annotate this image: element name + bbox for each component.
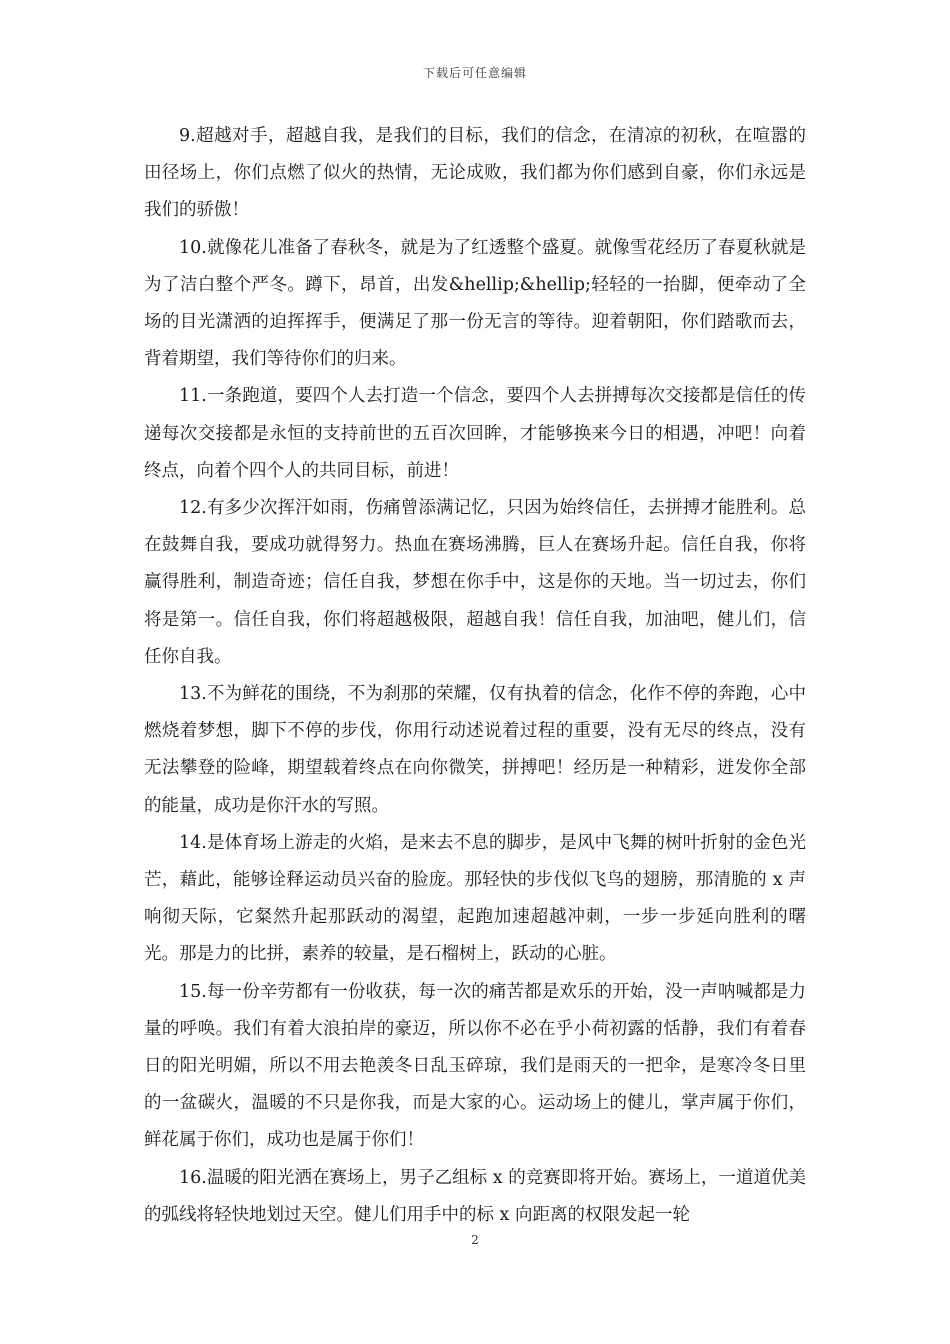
paragraph-9: 9.超越对手，超越自我，是我们的目标，我们的信念，在清凉的初秋，在喧嚣的田径场上，你们点燃了似火的热情，无论成败，我们都为你们感到自豪，你们永远是我们的骄傲！ (144, 126, 806, 221)
paragraph-10: 10.就像花儿准备了春秋冬，就是为了红透整个盛夏。就像雪花经历了春夏秋就是为了洁白整个严冬。蹲下，昂首，出发&hellip;&hellip;轻轻的一抬脚，便牵动了全场的目光潇洒的迫挥挥手，便满足了那一份无言的等待。迎着朝阳，你们踏歌而去，背着期望，我们等待你们的归来。 (144, 237, 806, 370)
page-number: 2 (471, 1233, 479, 1247)
paragraph-11: 11.一条跑道，要四个人去打造一个信念，要四个人去拼搏每次交接都是信任的传递每次交接都是永恒的支持前世的五百次回眸，才能够换来今日的相遇，冲吧！向着终点，向着个四个人的共同目标，前进！ (144, 386, 806, 481)
paragraph-12: 12.有多少次挥汗如雨，伤痛曾添满记忆，只因为始终信任，去拼搏才能胜利。总在鼓舞自我，要成功就得努力。热血在赛场沸腾，巨人在赛场升起。信任自我，你将赢得胜利，制造奇迹；信任自我，梦想在你手中，这是你的天地。当一切过去，你们将是第一。信任自我，你们将超越极限，超越自我！信任自我，加油吧，健儿们，信任你自我。 (144, 498, 806, 667)
document-body (144, 118, 806, 1234)
paragraph-15: 15.每一份辛劳都有一份收获，每一次的痛苦都是欢乐的开始，没一声呐喊都是力量的呼唤。我们有着大浪拍岸的豪迈，所以你不必在乎小荷初露的恬静，我们有着春日的阳光明媚，所以不用去艳羡冬日乱玉碎琼，我们是雨天的一把伞，是寒冷冬日里的一盆碳火，温暖的不只是你我，而是大家的心。运动场上的健儿，掌声属于你们，鲜花属于你们，成功也是属于你们！ (144, 981, 806, 1151)
paragraph-13: 13.不为鲜花的围绕，不为刹那的荣耀，仅有执着的信念，化作不停的奔跑，心中燃烧着梦想，脚下不停的步伐，你用行动述说着过程的重要，没有无尽的终点，没有无法攀登的险峰，期望载着终点在向你微笑，拼搏吧！经历是一种精彩，迸发你全部的能量，成功是你汗水的写照。 (144, 684, 806, 816)
page-header: 下载后可任意编辑 (422, 66, 527, 80)
paragraph-14: 14.是体育场上游走的火焰，是来去不息的脚步，是风中飞舞的树叶折射的金色光芒，藉此，能够诠释运动员兴奋的脸庞。那轻快的步伐似飞鸟的翅膀，那清脆的 x 声响彻天际，它粲然升起那跃动的渴望，起跑加速超越冲刺，一步一步延向胜利的曙光。那是力的比拼，素养的较量，是石榴树上，跃动的心脏。 (144, 832, 806, 965)
paragraph-16: 16.温暖的阳光洒在赛场上，男子乙组标 x 的竞赛即将开始。赛场上，一道道优美的弧线将轻快地划过天空。健儿们用手中的标 x 向距离的权限发起一轮 (144, 1167, 806, 1225)
